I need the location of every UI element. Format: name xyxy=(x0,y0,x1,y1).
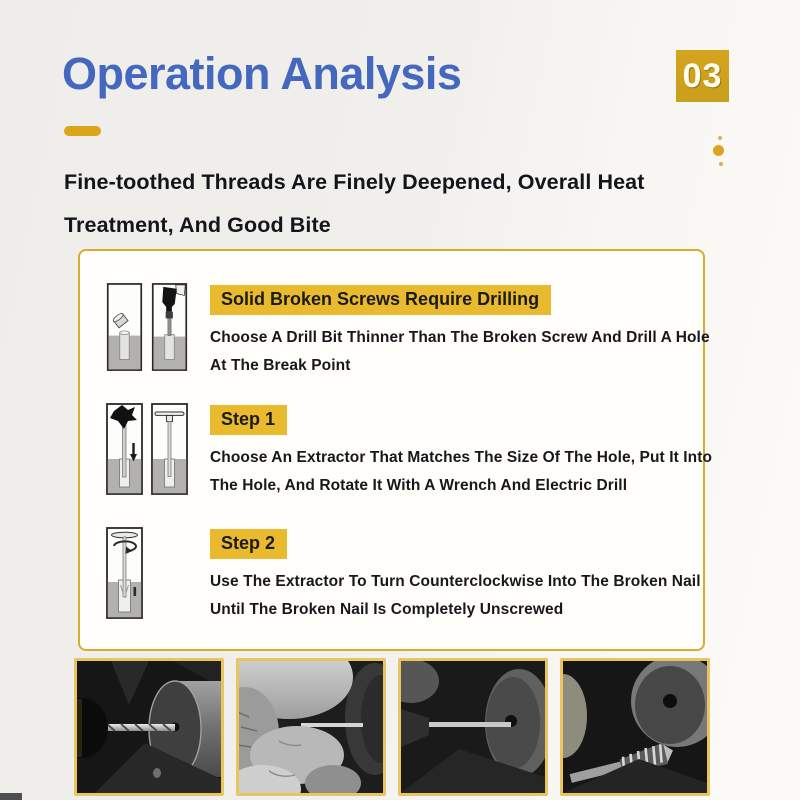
decorative-dot xyxy=(713,145,724,156)
corner-fragment xyxy=(0,793,22,800)
illustration-column xyxy=(106,527,143,619)
section-text xyxy=(210,405,712,500)
inserting-extractor-photo xyxy=(398,658,548,796)
broken-screw-diagram-icon xyxy=(106,283,143,371)
section-body xyxy=(210,324,710,380)
section-body-line-1: Choose A Drill Bit Thinner Than The Broken Screw And Drill A Hole xyxy=(210,329,710,346)
section-body-line-1: Choose An Extractor That Matches The Size Of The Hole, Put It Into xyxy=(210,449,713,466)
section-body-line-1: Use The Extractor To Turn Counterclockwise Into The Broken Nail xyxy=(210,573,701,590)
fingers-holding-bit-photo xyxy=(236,658,386,796)
page-title: Operation Analysis xyxy=(62,48,462,99)
illustration-column xyxy=(106,283,188,371)
section-body xyxy=(210,568,701,624)
instructions-box xyxy=(78,249,713,651)
rotate-extractor-diagram-icon xyxy=(106,527,143,619)
section-body-line-2: The Hole, And Rotate It With A Wrench And Electric Drill xyxy=(210,477,628,494)
insert-extractor-diagram-icon xyxy=(106,403,143,495)
decorative-dot xyxy=(718,136,722,140)
illustration-column xyxy=(106,403,188,495)
section-body xyxy=(210,444,712,500)
subtitle-line-1: Fine-toothed Threads Are Finely Deepened, Overall Heat xyxy=(64,170,645,194)
title-underline-dash xyxy=(64,126,101,136)
section-body-line-2: Until The Broken Nail Is Completely Unscrewed xyxy=(210,601,564,618)
drill-bit-drilling-photo xyxy=(74,658,224,796)
section-text xyxy=(210,285,710,380)
section-text xyxy=(210,529,701,624)
t-wrench-diagram-icon xyxy=(151,403,188,495)
decorative-dot xyxy=(719,162,723,166)
extractor-thread-photo xyxy=(560,658,710,796)
subtitle xyxy=(64,161,644,247)
section-body-line-2: At The Break Point xyxy=(210,357,351,374)
section-number-badge: 03 xyxy=(676,50,729,102)
section-heading-highlight: Solid Broken Screws Require Drilling xyxy=(210,285,551,315)
section-heading-highlight: Step 2 xyxy=(210,529,287,559)
drilling-diagram-icon xyxy=(151,283,188,371)
subtitle-line-2: Treatment, And Good Bite xyxy=(64,213,331,237)
photo-strip xyxy=(74,658,710,796)
section-heading-highlight: Step 1 xyxy=(210,405,287,435)
